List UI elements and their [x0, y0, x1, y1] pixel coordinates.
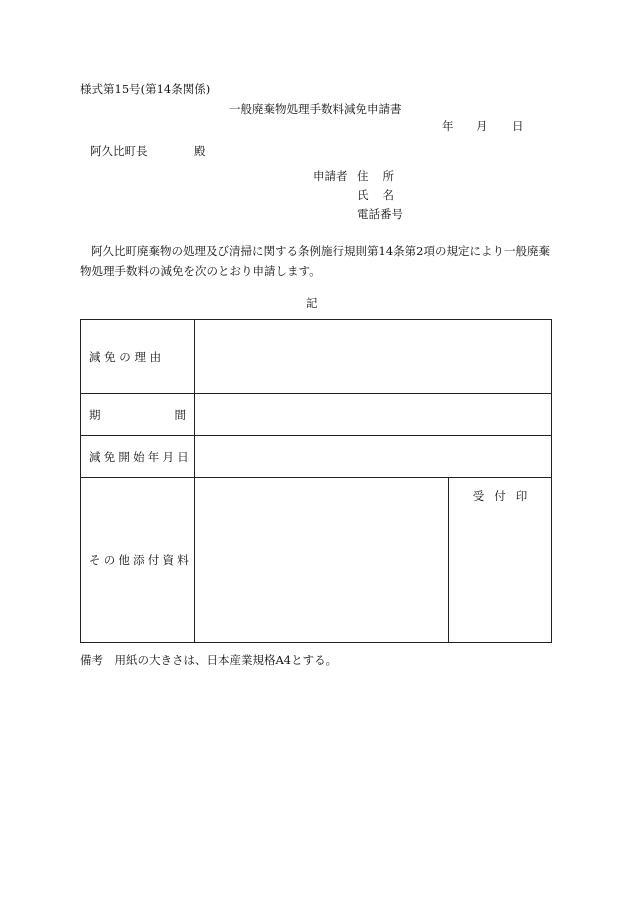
date-month-label: 月: [476, 119, 488, 133]
applicant-address-label: 住所: [357, 169, 408, 183]
attachments-label: その他添付資料: [89, 553, 192, 567]
reception-stamp-label: 受付印: [472, 489, 538, 503]
addressee-name: 阿久比町長: [90, 144, 148, 158]
period-label-second: 間: [174, 407, 186, 422]
start-date-label: 減免開始年月日: [89, 449, 192, 464]
addressee-honorific: 殿: [194, 144, 206, 158]
remarks-note: 備考 用紙の大きさは、日本産業規格A4とする。: [80, 653, 338, 667]
date-year-label: 年: [442, 119, 454, 133]
attachments-input-cell[interactable]: [195, 478, 449, 643]
document-title: 一般廃棄物処理手数料減免申請書: [229, 102, 402, 116]
attachments-label-cell: [81, 478, 195, 643]
applicant-phone-label: 電話番号: [357, 207, 403, 221]
period-input-cell[interactable]: [195, 394, 552, 436]
period-label-first: 期: [89, 407, 101, 422]
ki-heading: 記: [306, 296, 318, 310]
reason-label-cell: [81, 320, 195, 394]
period-label-cell: [81, 394, 195, 436]
form-number: 様式第15号(第14条関係): [80, 82, 211, 96]
start-date-input-cell[interactable]: [195, 436, 552, 478]
application-statement: 阿久比町廃棄物の処理及び清掃に関する条例施行規則第14条第2項の規定により一般廃棄物処理手数料の減免を次のとおり申請します。: [80, 244, 550, 278]
applicant-name-label: 氏名: [357, 188, 408, 202]
reason-label: 減 免 の 理 由: [89, 349, 162, 364]
reason-input-cell[interactable]: [195, 320, 552, 394]
reception-stamp-cell: [449, 478, 552, 643]
application-table: [80, 319, 552, 643]
date-day-label: 日: [512, 119, 524, 133]
applicant-label: 申請者: [313, 169, 348, 183]
start-date-label-cell: [81, 436, 195, 478]
